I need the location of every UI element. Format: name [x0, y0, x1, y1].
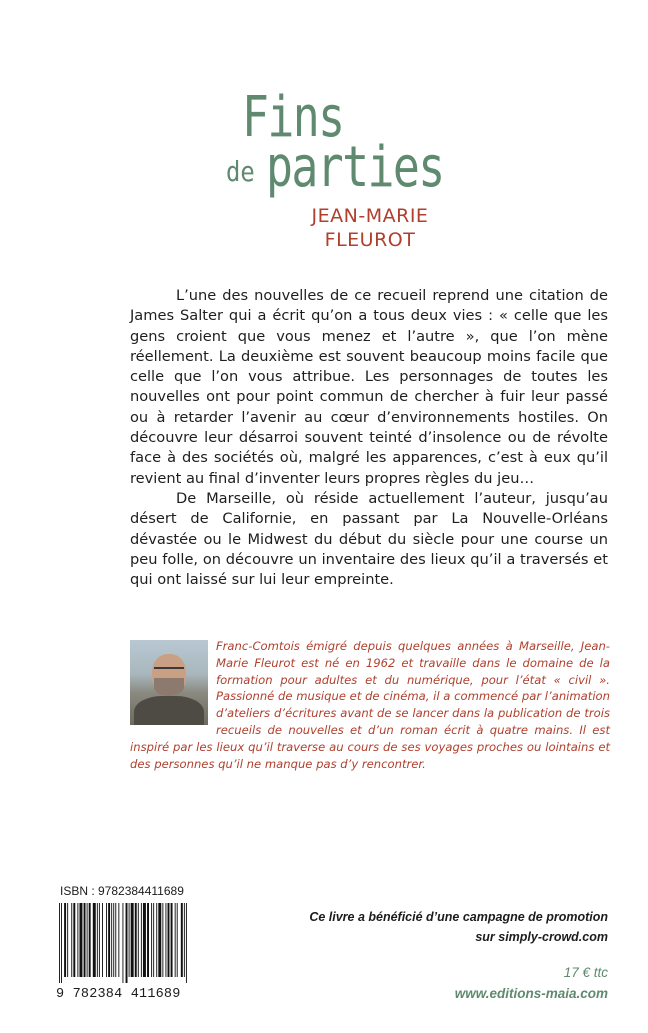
author-name [280, 204, 460, 252]
promo-line1: Ce livre a bénéficié d’une campagne de promotion [309, 910, 608, 924]
promo-note [309, 907, 608, 947]
author-photo [130, 640, 208, 725]
author-first-name: JEAN-MARIE [311, 205, 429, 227]
author-bio-block [130, 638, 610, 772]
title-block [0, 0, 648, 260]
price: 17 € ttc [563, 965, 608, 980]
promo-line2: sur simply-crowd.com [475, 930, 608, 944]
isbn-label: ISBN : 9782384411689 [60, 884, 184, 898]
book-title-line2: parties [266, 135, 444, 200]
barcode [59, 903, 188, 983]
barcode-digits: 9 782384 411689 [56, 987, 181, 1002]
book-title-line1: Fins [242, 85, 344, 150]
summary-paragraph: De Marseille, où réside actuellement l’auteur, jusqu’au désert de Californie, en passant par La Nouvelle-Orléans dévastée ou le Midwest du début du siècle pour une course un peu folle, on découvre un inventaire des lieux qu’il a traversés et qui ont laissé sur lui leur empreinte. [130, 489, 608, 589]
book-summary [130, 286, 608, 590]
author-last-name: FLEUROT [324, 229, 416, 251]
publisher-website: www.editions-maia.com [454, 986, 608, 1001]
summary-paragraph: L’une des nouvelles de ce recueil reprend une citation de James Salter qui a écrit qu’on a tous deux vies : « celle que les gens croient que vous menez et l’autre », que l’on mène réellement. La deuxième est souvent beaucoup moins facile que celle que l’on vous attribue. Les personnages de toutes les nouvelles ont pour point commun de chercher à fuir leur passé ou à retarder l’avenir au cœur d’environnements hostiles. On découvre leur désarroi souvent teinté d’insolence ou de révolte face à des sociétés où, malgré les apparences, c’est à eux qu’il revient au final d’inventer leurs propres règles du jeu… [130, 287, 608, 487]
author-bio-text: Franc-Comtois émigré depuis quelques années à Marseille, Jean-Marie Fleurot est né en 1962 et travaille dans le domaine de la formation pour adultes et du numérique, pour l’état « civil ». Passionné de musique et de cinéma, il a commencé par l’animation d’ateliers d’écritures avant de se lancer dans la publication de trois recueils de nouvelles et d’un roman écrit à quatre mains. Il est inspiré par les lieux qu’il traverse au cours de ses voyages proches ou lointains et des personnes qu’il ne manque pas d’y rencontrer. [130, 639, 610, 771]
book-title-de: de [226, 155, 255, 188]
